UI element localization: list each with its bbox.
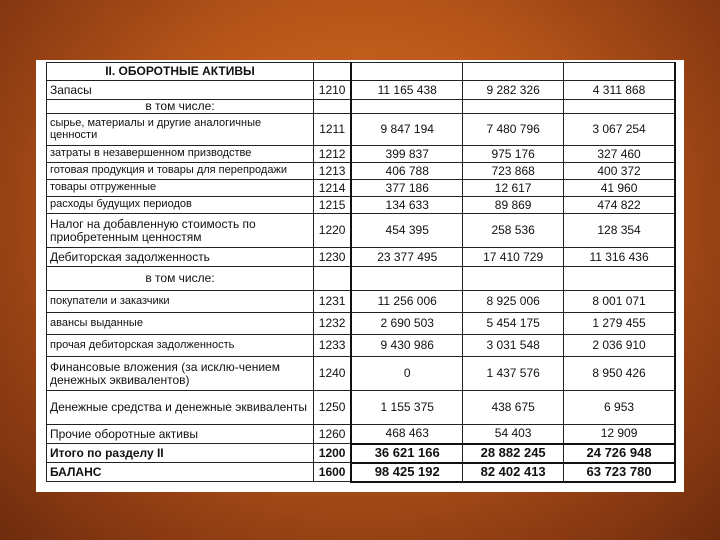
row-label: авансы выданные xyxy=(47,313,314,335)
row-value-3: 6 953 xyxy=(564,391,675,425)
row-code: 1220 xyxy=(313,214,351,248)
row-code: 1233 xyxy=(313,335,351,357)
row-label: в том числе: xyxy=(47,267,314,291)
section-header-row xyxy=(47,63,676,81)
row-value-2: 7 480 796 xyxy=(463,114,564,146)
row-label: покупатели и заказчики xyxy=(47,291,314,313)
row-value-2: 723 868 xyxy=(463,163,564,180)
row-value-1: 0 xyxy=(351,357,462,391)
row-label: сырье, материалы и другие аналогичные ценности xyxy=(47,114,314,146)
row-value-2 xyxy=(463,100,564,114)
table-row xyxy=(47,425,676,444)
row-value-3 xyxy=(564,267,675,291)
row-value-1: 134 633 xyxy=(351,197,462,214)
row-label: Налог на добавленную стоимость по приобретенным ценностям xyxy=(47,214,314,248)
row-value-3 xyxy=(564,100,675,114)
table-row xyxy=(47,81,676,100)
row-value-1: 11 165 438 xyxy=(351,81,462,100)
row-code: 1230 xyxy=(313,248,351,267)
row-value-2: 17 410 729 xyxy=(463,248,564,267)
row-value-3: 3 067 254 xyxy=(564,114,675,146)
row-value-1: 9 430 986 xyxy=(351,335,462,357)
row-value-2: 28 882 245 xyxy=(463,444,564,463)
row-value-1: 9 847 194 xyxy=(351,114,462,146)
row-value-2: 54 403 xyxy=(463,425,564,444)
row-value-2: 89 869 xyxy=(463,197,564,214)
row-value-3: 8 001 071 xyxy=(564,291,675,313)
row-code: 1250 xyxy=(313,391,351,425)
row-code: 1232 xyxy=(313,313,351,335)
row-code: 1213 xyxy=(313,163,351,180)
table-row xyxy=(47,463,676,482)
row-value-3: 4 311 868 xyxy=(564,81,675,100)
row-code: 1231 xyxy=(313,291,351,313)
row-label: расходы будущих периодов xyxy=(47,197,314,214)
row-code: 1215 xyxy=(313,197,351,214)
row-value-3: 11 316 436 xyxy=(564,248,675,267)
row-code: 1214 xyxy=(313,180,351,197)
row-value-2 xyxy=(463,267,564,291)
table-row xyxy=(47,335,676,357)
table-row xyxy=(47,313,676,335)
row-label: в том числе: xyxy=(47,100,314,114)
row-code: 1260 xyxy=(313,425,351,444)
table-row xyxy=(47,114,676,146)
row-value-2: 438 675 xyxy=(463,391,564,425)
row-label: БАЛАНС xyxy=(47,463,314,482)
row-value-3: 41 960 xyxy=(564,180,675,197)
row-value-1: 98 425 192 xyxy=(351,463,462,482)
table-row xyxy=(47,163,676,180)
table-row xyxy=(47,291,676,313)
row-value-3: 1 279 455 xyxy=(564,313,675,335)
table-row xyxy=(47,197,676,214)
row-label: прочая дебиторская задолженность xyxy=(47,335,314,357)
table-row xyxy=(47,267,676,291)
section-title: II. ОБОРОТНЫЕ АКТИВЫ xyxy=(47,63,314,81)
row-value-2: 1 437 576 xyxy=(463,357,564,391)
row-value-3: 12 909 xyxy=(564,425,675,444)
table-row xyxy=(47,180,676,197)
row-code: 1600 xyxy=(313,463,351,482)
row-code xyxy=(313,100,351,114)
row-value-3: 327 460 xyxy=(564,146,675,163)
table-row xyxy=(47,214,676,248)
row-value-3: 2 036 910 xyxy=(564,335,675,357)
row-value-1: 377 186 xyxy=(351,180,462,197)
row-value-2: 8 925 006 xyxy=(463,291,564,313)
row-code: 1210 xyxy=(313,81,351,100)
row-value-1: 406 788 xyxy=(351,163,462,180)
row-value-2: 12 617 xyxy=(463,180,564,197)
row-label: товары отгруженные xyxy=(47,180,314,197)
row-label: Прочие оборотные активы xyxy=(47,425,314,444)
row-code xyxy=(313,267,351,291)
row-value-2: 975 176 xyxy=(463,146,564,163)
row-value-1: 399 837 xyxy=(351,146,462,163)
row-label: Денежные средства и денежные эквиваленты xyxy=(47,391,314,425)
row-value-2: 5 454 175 xyxy=(463,313,564,335)
row-value-3: 474 822 xyxy=(564,197,675,214)
row-value-3: 8 950 426 xyxy=(564,357,675,391)
row-label: Итого по разделу II xyxy=(47,444,314,463)
row-value-1: 11 256 006 xyxy=(351,291,462,313)
balance-table xyxy=(46,62,676,483)
row-label: Запасы xyxy=(47,81,314,100)
row-value-1 xyxy=(351,267,462,291)
row-value-1 xyxy=(351,100,462,114)
table-row xyxy=(47,444,676,463)
row-label: затраты в незавершенном призводстве xyxy=(47,146,314,163)
row-value-2: 82 402 413 xyxy=(463,463,564,482)
row-value-1: 1 155 375 xyxy=(351,391,462,425)
row-label: Дебиторская задолженность xyxy=(47,248,314,267)
table-row xyxy=(47,146,676,163)
row-value-1: 454 395 xyxy=(351,214,462,248)
row-code: 1211 xyxy=(313,114,351,146)
row-value-3: 24 726 948 xyxy=(564,444,675,463)
row-code: 1240 xyxy=(313,357,351,391)
row-code: 1200 xyxy=(313,444,351,463)
row-value-2: 258 536 xyxy=(463,214,564,248)
row-value-3: 400 372 xyxy=(564,163,675,180)
row-code: 1212 xyxy=(313,146,351,163)
row-label: готовая продукция и товары для перепродажи xyxy=(47,163,314,180)
row-value-3: 128 354 xyxy=(564,214,675,248)
row-value-1: 468 463 xyxy=(351,425,462,444)
row-value-1: 2 690 503 xyxy=(351,313,462,335)
row-value-2: 3 031 548 xyxy=(463,335,564,357)
row-value-3: 63 723 780 xyxy=(564,463,675,482)
table-row xyxy=(47,391,676,425)
row-value-2: 9 282 326 xyxy=(463,81,564,100)
table-row xyxy=(47,357,676,391)
table-row xyxy=(47,100,676,114)
row-value-1: 36 621 166 xyxy=(351,444,462,463)
row-value-1: 23 377 495 xyxy=(351,248,462,267)
row-label: Финансовые вложения (за исклю-чением денежных эквивалентов) xyxy=(47,357,314,391)
table-row xyxy=(47,248,676,267)
